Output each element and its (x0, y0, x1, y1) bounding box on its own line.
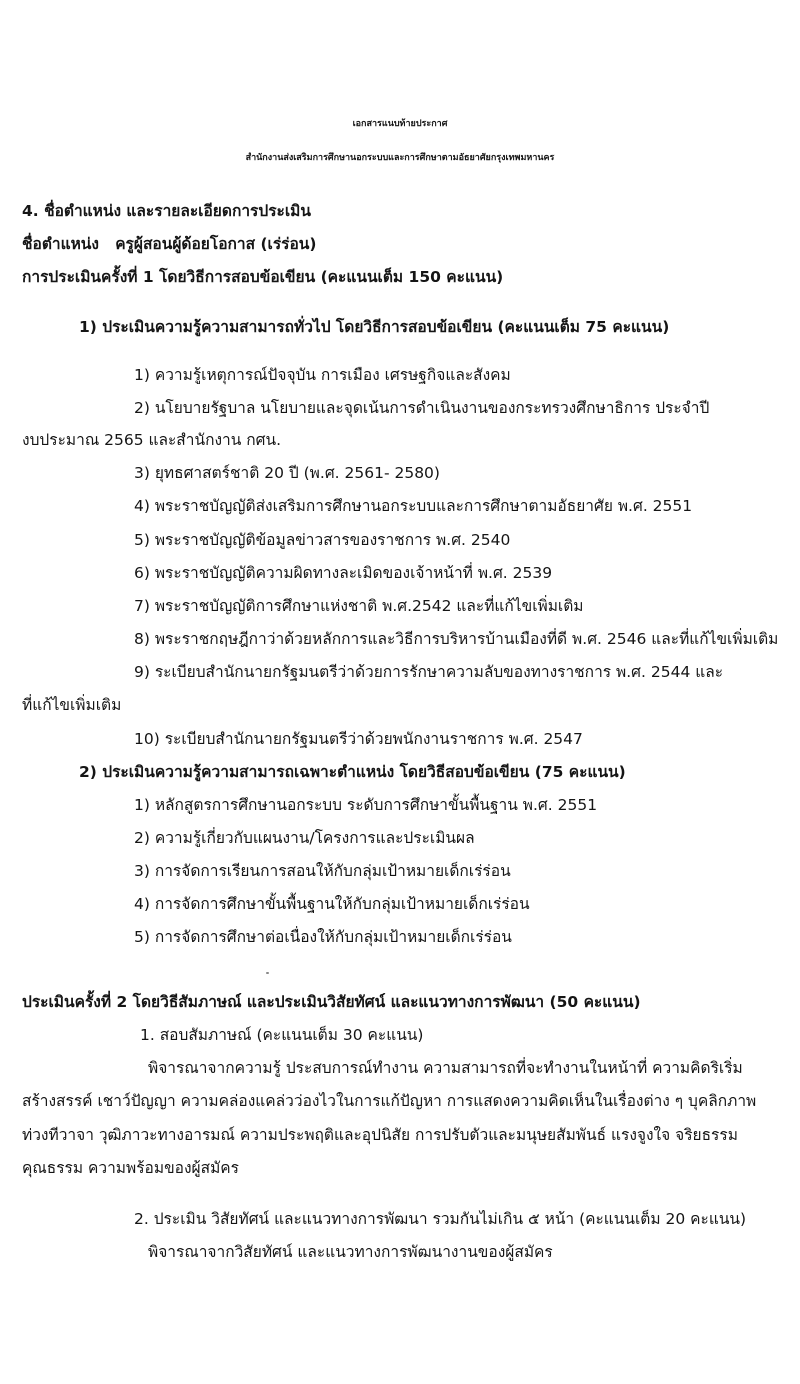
position-label: ชื่อตำแหน่ง (22, 235, 99, 253)
interview-heading: 1. สอบสัมภาษณ์ (คะแนนเต็ม 30 คะแนน) (140, 1026, 424, 1044)
part1-item: 1) ความรู้เหตุการณ์ปัจจุบัน การเมือง เศรษฐกิจและสังคม (134, 366, 511, 384)
part1-item: 6) พระราชบัญญัติความผิดทางละเมิดของเจ้าหน้าที่ พ.ศ. 2539 (134, 564, 553, 582)
part1-item: 7) พระราชบัญญัติการศึกษาแห่งชาติ พ.ศ.2542 และที่แก้ไขเพิ่มเติม (134, 597, 584, 615)
part1-item: 10) ระเบียบสำนักนายกรัฐมนตรีว่าด้วยพนักงานราชการ พ.ศ. 2547 (134, 730, 583, 748)
vision-heading: 2. ประเมิน วิสัยทัศน์ และแนวทางการพัฒนา รวมกันไม่เกิน ๕ หน้า (คะแนนเต็ม 20 คะแนน) (134, 1210, 747, 1228)
part1-item: 4) พระราชบัญญัติส่งเสริมการศึกษานอกระบบและการศึกษาตามอัธยาศัย พ.ศ. 2551 (134, 497, 693, 515)
part1-item: 3) ยุทธศาสตร์ชาติ 20 ปี (พ.ศ. 2561- 2580) (134, 464, 440, 482)
interview-text: คุณธรรม ความพร้อมของผู้สมัคร (22, 1159, 239, 1177)
part1-item: 5) พระราชบัญญัติข้อมูลข่าวสารของราชการ พ.ศ. 2540 (134, 531, 511, 549)
office-name: สำนักงานส่งเสริมการศึกษานอกระบบและการศึกษาตามอัธยาศัยกรุงเทพมหานคร (245, 153, 555, 163)
part1-item: 8) พระราชกฤษฎีกาว่าด้วยหลักการและวิธีการบริหารบ้านเมืองที่ดี พ.ศ. 2546 และที่แก้ไขเพิ่มเติม (134, 630, 779, 648)
interview-text: สร้างสรรค์ เชาว์ปัญญา ความคล่องแคล่วว่องไวในการแก้ปัญหา การแสดงความคิดเห็นในเรื่องต่าง ๆ บุคลิกภาพ (22, 1092, 757, 1110)
part2-item: 4) การจัดการศึกษาขั้นพื้นฐานให้กับกลุ่มเป้าหมายเด็กเร่ร่อน (134, 895, 530, 913)
interview-text: ท่วงทีวาจา วุฒิภาวะทางอารมณ์ ความประพฤติและอุปนิสัย การปรับตัวและมนุษยสัมพันธ์ แรงจูงใจ จริยธรรม (22, 1126, 738, 1144)
interview-text: พิจารณาจากความรู้ ประสบการณ์ทำงาน ความสามารถที่จะทำงานในหน้าที่ ความคิดริเริ่ม (148, 1059, 743, 1077)
scan-speck (266, 972, 269, 974)
vision-text: พิจารณาจากวิสัยทัศน์ และแนวทางการพัฒนางานของผู้สมัคร (148, 1243, 553, 1261)
round2-heading: ประเมินครั้งที่ 2 โดยวิธีสัมภาษณ์ และประเมินวิสัยทัศน์ และแนวทางการพัฒนา (50 คะแนน) (22, 993, 641, 1011)
part1-item-continuation: งบประมาณ 2565 และสำนักงาน กศน. (22, 431, 281, 449)
part2-item: 3) การจัดการเรียนการสอนให้กับกลุ่มเป้าหมายเด็กเร่ร่อน (134, 862, 511, 880)
section-heading: 4. ชื่อตำแหน่ง และรายละเอียดการประเมิน (22, 202, 311, 220)
position-name: ครูผู้สอนผู้ด้อยโอกาส (เร่ร่อน) (115, 235, 317, 253)
document-title: เอกสารแนบท้ายประกาศ (352, 119, 448, 129)
position-line (22, 233, 316, 255)
part2-item: 5) การจัดการศึกษาต่อเนื่องให้กับกลุ่มเป้าหมายเด็กเร่ร่อน (134, 928, 512, 946)
part1-item: 2) นโยบายรัฐบาล นโยบายและจุดเน้นการดำเนินงานของกระทรวงศึกษาธิการ ประจำปี (134, 399, 710, 417)
part2-heading: 2) ประเมินความรู้ความสามารถเฉพาะตำแหน่ง โดยวิธีสอบข้อเขียน (75 คะแนน) (79, 763, 626, 781)
part1-item: 9) ระเบียบสำนักนายกรัฐมนตรีว่าด้วยการรักษาความลับของทางราชการ พ.ศ. 2544 และ (134, 663, 724, 681)
round1-heading: การประเมินครั้งที่ 1 โดยวิธีการสอบข้อเขียน (คะแนนเต็ม 150 คะแนน) (22, 268, 504, 286)
part1-item-continuation: ที่แก้ไขเพิ่มเติม (22, 696, 122, 714)
part2-item: 2) ความรู้เกี่ยวกับแผนงาน/โครงการและประเมินผล (134, 829, 475, 847)
part2-item: 1) หลักสูตรการศึกษานอกระบบ ระดับการศึกษาขั้นพื้นฐาน พ.ศ. 2551 (134, 796, 598, 814)
part1-heading: 1) ประเมินความรู้ความสามารถทั่วไป โดยวิธีการสอบข้อเขียน (คะแนนเต็ม 75 คะแนน) (79, 318, 670, 336)
